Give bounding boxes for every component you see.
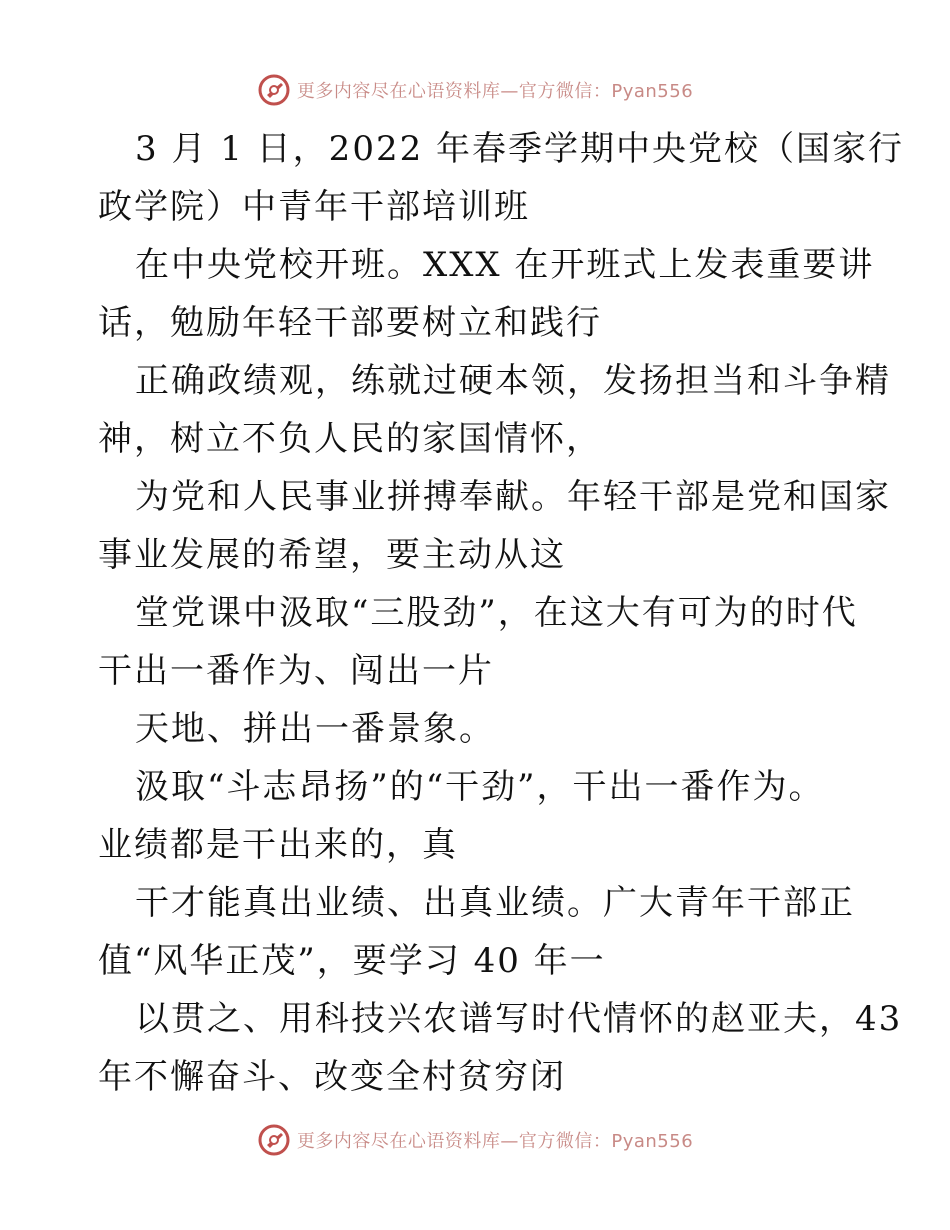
xinyu-logo-icon [257,1123,291,1157]
paragraph [0,990,950,1106]
xinyu-logo-icon [257,73,291,107]
watermark-group [257,1123,693,1157]
text-line: 以贯之、用科技兴农谱写时代情怀的赵亚夫，43 [135,999,903,1039]
text-line: 3 月 1 日，2022 年春季学期中央党校（国家行 [135,129,905,169]
text-line: 正确政绩观，练就过硬本领，发扬担当和斗争精 [135,361,891,401]
text-line: 天地、拼出一番景象。 [135,709,495,749]
paragraph [0,236,950,352]
text-line: 在中央党校开班。XXX 在开班式上发表重要讲 [135,245,875,285]
text-line: 干出一番作为、闯出一片 [98,651,494,691]
paragraph [0,700,950,758]
text-line: 汲取“斗志昂扬”的“干劲”，干出一番作为。 [135,767,825,807]
watermark-text: 更多内容尽在心语资料库—官方微信：Pyan556 [296,81,694,102]
text-line: 堂党课中汲取“三股劲”，在这大有可为的时代 [135,593,858,633]
footer-watermark [0,1120,950,1160]
paragraph [0,874,950,990]
paragraph [0,468,950,584]
header-watermark [0,70,950,110]
text-line: 值“风华正茂”，要学习 40 年一 [98,941,606,981]
document-body [0,120,950,1106]
paragraph [0,120,950,236]
paragraph [0,352,950,468]
text-line: 事业发展的希望，要主动从这 [98,535,566,575]
text-line: 神，树立不负人民的家国情怀， [98,419,602,459]
watermark-group [257,73,693,107]
paragraph [0,584,950,700]
text-line: 为党和人民事业拼搏奉献。年轻干部是党和国家 [135,477,891,517]
text-line: 政学院）中青年干部培训班 [98,187,530,227]
text-line: 话，勉励年轻干部要树立和践行 [98,303,602,343]
text-line: 年不懈奋斗、改变全村贫穷闭 [98,1057,566,1097]
text-line: 业绩都是干出来的，真 [98,825,458,865]
paragraph [0,758,950,874]
watermark-text: 更多内容尽在心语资料库—官方微信：Pyan556 [296,1131,694,1152]
text-line: 干才能真出业绩、出真业绩。广大青年干部正 [135,883,855,923]
